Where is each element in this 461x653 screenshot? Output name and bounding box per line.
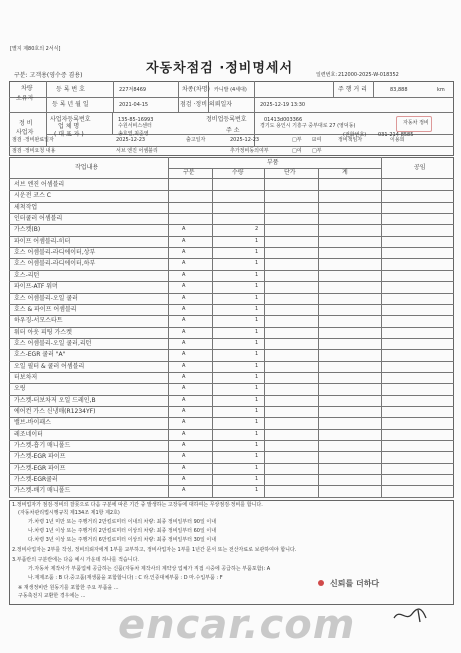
row-divider [9,463,454,464]
row-div: A [182,430,186,437]
reg-year-value: 2021-04-15 [119,102,149,108]
shop-section-label-2: 사업자 [16,129,34,136]
request-content-label: 점검 ·정비요청 내용 [12,148,56,154]
request-date-label: 점검 ·정비 의뢰일자 [180,101,233,108]
shop-tel-label: (전화번호) [343,132,367,138]
row-divider [9,270,454,271]
row-work: 세척작업 [14,203,38,211]
row-work: 오링 [14,385,26,393]
note-line: ※ 재생정비란 원동기를 포함한 주요 부품을 ... [18,585,119,591]
row-divider [9,395,454,396]
row-work: 가스켓-EGR 파이프 [14,453,66,461]
row-qty: 1 [255,476,259,483]
note-line: 다.차령 3년 이상 또는 주행거리 6만킬로미터 이상의 차량: 최종 정비일부터 30일 이내 [28,537,217,543]
row-work: 가스켓-EGR 파이프 [14,464,66,472]
row-div: A [182,442,186,449]
row-div: A [182,226,186,233]
shop-addr-value: 경기도 용인시 기흥구 중부대로 27 (영덕동) [260,123,356,129]
row-qty: 1 [255,283,259,290]
row-div: A [182,271,186,278]
row-divider [9,281,454,282]
reg-no-label: 등 록 번 호 [56,86,85,93]
row-div: A [182,419,186,426]
row-qty: 1 [255,305,259,312]
serial-label: 일련번호: [316,72,338,78]
header-labor: 공임 [414,164,426,171]
header-qty: 수량 [232,169,244,176]
row-qty: 1 [255,464,259,471]
row-work: 가스켓-배기 매니폴드 [14,487,71,495]
row-div: A [182,305,186,312]
category-label: 구분: 고객용(영수증 겸용) [14,72,83,79]
header-div: 구분 [183,169,195,176]
note-line: 1.정비업자가 점검·정비의 잘못으로 다음 구분에 따른 기간 중 발생하는 고장등에 대하여는 무상점검·정비를 합니다. [12,502,263,508]
row-work: 가스켓-흡기 매니폴드 [14,442,71,450]
note-line: 구동축전지 교환한 경우에는 ... [18,593,86,599]
row-div: A [182,487,186,494]
row-divider [9,247,454,248]
trust-dot-icon [318,580,324,586]
row-div: A [182,373,186,380]
row-qty: 1 [255,271,259,278]
row-qty: 1 [255,408,259,414]
vehicle-section-label-1: 차량 [21,85,33,92]
row-divider [9,406,454,407]
row-work: 레조네이터 [14,430,43,438]
signature-mark [392,604,432,624]
row-divider [9,315,454,316]
form-number: [별지 제80호의 2서식] [10,46,61,52]
row-div: A [182,237,186,244]
shop-reg-no-value: 01413d003366 [264,117,303,123]
row-div: A [182,396,186,403]
row-div: A [182,362,186,369]
reg-no-value: 227저8469 [119,87,147,93]
row-work: 호스 어셈블리-라디에이터,상부 [14,249,96,257]
row-div: A [182,317,186,324]
row-divider [9,451,454,452]
row-qty: 1 [255,249,259,256]
row-div: A [182,328,186,335]
row-work: 호스 & 파이프 어셈블리 [14,305,77,313]
row-divider [9,224,454,225]
document-title: 자동차점검 ·정비명세서 [146,61,294,76]
row-work: 밸브-바이패스 [14,419,51,427]
note-line: 나.재제조품 : B 다.중고품(재생품을 포함합니다) : C 라.인증대체부품 : D 마.수입부품 : F [28,575,223,581]
row-divider [9,361,454,362]
row-divider [9,202,454,203]
row-work: 파이프 어셈블리-히터 [14,237,71,245]
row-work: 에어컨 가스 신냉매(R1234YF) [14,408,96,415]
model-value: 카니발 (4세대) [214,87,247,93]
row-div: A [182,294,186,301]
row-divider [9,474,454,475]
note-line: (자동차관리법시행규칙 제134조 제1항 제2호) [18,510,120,516]
row-qty: 1 [255,339,259,346]
row-qty: 1 [255,442,259,449]
row-qty: 1 [255,362,259,369]
row-div: A [182,408,186,414]
row-divider [9,190,454,191]
row-qty: 2 [255,226,259,233]
shop-reg-no-label: 정비업등록번호 [206,116,247,123]
shop-name-value: 수원서비스센터 [118,123,152,129]
trust-text: 신뢰를 더하다 [330,579,380,588]
biz-no-label: 사업자등록번호 [50,116,91,123]
row-divider [9,293,454,294]
shop-seal-text: 자동차 정비 [403,120,429,126]
row-qty: 1 [255,430,259,437]
shop-addr-label: 주 소 [226,127,240,134]
vehicle-section-label-2: 소유자 [16,95,34,102]
row-qty: 1 [255,396,259,403]
header-unit-price: 단가 [284,169,296,176]
header-sum: 계 [342,169,348,176]
shop-tel-value: 031-214-8585 [378,132,414,138]
mileage-value: 83,888 [390,87,408,93]
row-work: 시운전 코스 C [14,192,51,200]
note-line: 가.자동차 제작사가 부품업체 공급하는 신품(자동차 제작사의 계약상 업체가 직접 시중에 공급하는 부품포함): A [28,566,271,572]
row-work: 가스켓-터보차저 오일 드레인,B [14,396,96,404]
row-qty: 1 [255,294,259,301]
request-date-value: 2025-12-19 13:30 [260,102,306,108]
warranty-check-yes: ☑여 [312,137,322,143]
row-divider [9,349,454,350]
warranty-check-no: □부 [292,137,302,143]
mileage-label: 주 행 거 리 [338,86,367,93]
row-work: 호스-리턴 [14,271,40,279]
shop-name-label: 업 체 명 [58,123,80,130]
row-work: 호스 어셈블리-오일 쿨러,리턴 [14,339,92,347]
manager-value: 이용희 [390,137,405,143]
row-qty: 1 [255,453,259,460]
row-work: 인터쿨러 어셈블리 [14,215,63,223]
header-work: 작업내용 [75,164,99,171]
row-work: 터보차저 [14,373,38,381]
row-qty: 1 [255,237,259,244]
row-div: A [182,339,186,346]
model-label: 차종(차명) [182,86,210,93]
row-div: A [182,385,186,392]
row-divider [9,417,454,418]
row-work: 가스켓(B) [14,226,41,234]
reg-year-label: 등 록 년 월 일 [52,101,89,108]
row-qty: 1 [255,328,259,335]
note-line: 2.정비사업자는 2부를 작성, 정비의뢰자에게 1부를 교부하고, 정비사업자는 1부를 1년간 문서 또는 전산자료로 보관하여야 합니다. [12,547,297,553]
row-work: 파이프-ATF 워머 [14,283,58,291]
row-divider [9,383,454,384]
row-qty: 1 [255,373,259,380]
row-divider [9,304,454,305]
shop-rep-value: 송호열,최준영 [118,131,149,137]
row-divider [9,497,454,498]
row-div: A [182,351,186,358]
row-div: A [182,249,186,256]
row-divider [9,338,454,339]
note-line: 3.부품란의 구분란에는 다음 예시 가운데 하나를 적습니다. [12,557,139,563]
row-work: 하우징-서모스타트 [14,317,63,325]
row-divider [9,429,454,430]
note-line: 가.차령 1년 미만 또는 주행거리 2만킬로미터 이내의 차량: 최종 정비일부터 90일 이내 [28,519,217,525]
extra-consent-label: 추가정비동의여부 [230,148,269,154]
biz-no-value: 135-85-16993 [118,117,154,123]
encar-watermark: encar.com [118,602,356,648]
row-qty: 1 [255,317,259,324]
row-divider [9,213,454,214]
row-divider [9,372,454,373]
row-div: A [182,476,186,483]
done-date-label: 점검 ·정비완료일자 [12,137,54,143]
row-divider [9,236,454,237]
row-div: A [182,260,186,267]
shop-rep-label: ( 대 표 자 ) [54,131,84,138]
done-date-value: 2025-12-23 [116,137,146,143]
out-date-value: 2025-12-23 [230,137,260,143]
row-div: A [182,464,186,471]
row-div: A [182,283,186,290]
row-qty: 1 [255,487,259,494]
row-qty: 1 [255,260,259,267]
row-qty: 1 [255,385,259,392]
row-qty: 1 [255,419,259,426]
row-work: 호스 어셈블리-오일 쿨러 [14,294,78,302]
row-work: 워터 아웃 피팅 가스켓 [14,328,72,336]
mileage-unit: km [437,87,445,93]
row-work: 호스 어셈블리-라디에이터,하부 [14,260,96,268]
note-line: 나.차령 1년 이상 또는 주행거리 2만킬로미터 이상의 차량: 최종 정비일부터 60일 이내 [28,528,217,534]
row-qty: 1 [255,351,259,358]
row-divider [9,440,454,441]
row-work: 서브 엔진 어셈블리 [14,181,65,188]
shop-section-label-1: 정 비 [19,120,33,127]
row-work: 오일 필터 & 쿨러 어셈블리 [14,362,85,370]
row-divider [9,327,454,328]
row-div: A [182,453,186,460]
request-content-value: 서브 엔진 어셈블리 [116,148,158,154]
extra-consent-yes: □여 [292,148,302,154]
extra-consent-no: □부 [312,148,322,154]
serial-number: 212000-2025-W-018352 [338,72,399,78]
manager-label: 정비책임자 [338,137,363,143]
row-work: 가스켓-EGR쿨러 [14,476,58,484]
row-work: 호스-EGR 쿨러 "A" [14,351,66,359]
row-divider [9,485,454,486]
out-date-label: 출고일자 [186,137,206,143]
header-parts: 부품 [267,159,279,166]
